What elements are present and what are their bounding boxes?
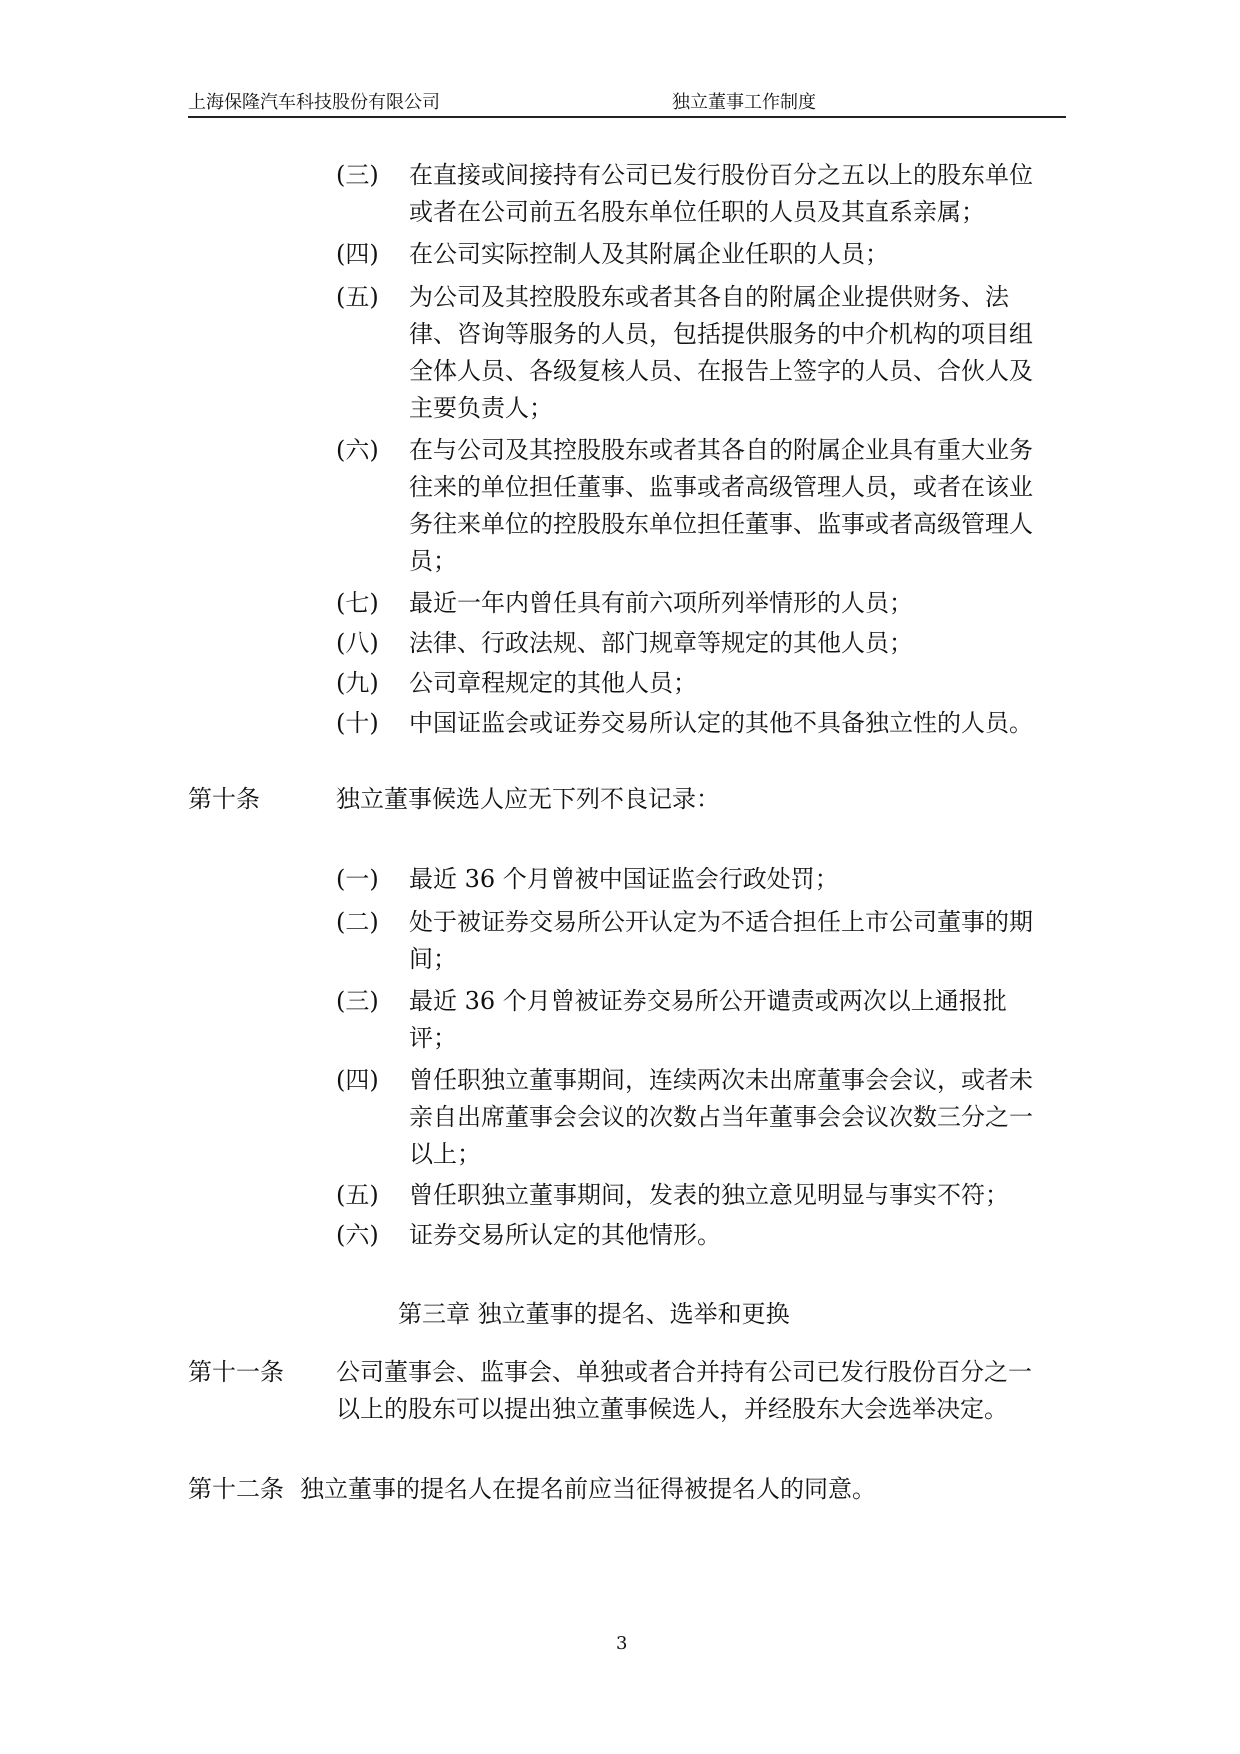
page-number: 3 xyxy=(616,1633,628,1654)
chapter-heading: 第三章 独立董事的提名、选举和更换 xyxy=(398,1300,790,1328)
item-text: 公司章程规定的其他人员； xyxy=(409,669,697,697)
item-text: 处于被证券交易所公开认定为不适合担任上市公司董事的期 xyxy=(409,908,1033,936)
item-text: 最近一年内曾任具有前六项所列举情形的人员； xyxy=(409,589,913,617)
item-number: (四) xyxy=(336,240,379,268)
item-number: (七) xyxy=(336,589,379,617)
article-text: 独立董事候选人应无下列不良记录： xyxy=(336,785,720,813)
item-text: 为公司及其控股股东或者其各自的附属企业提供财务、法 xyxy=(409,283,1009,311)
article-text: 独立董事的提名人在提名前应当征得被提名人的同意。 xyxy=(300,1475,876,1503)
item-text: 在与公司及其控股股东或者其各自的附属企业具有重大业务 xyxy=(409,436,1033,464)
page-header xyxy=(188,86,1066,118)
item-text: 或者在公司前五名股东单位任职的人员及其直系亲属； xyxy=(409,198,985,226)
item-number: (六) xyxy=(336,1221,379,1249)
item-text: 评； xyxy=(409,1024,457,1052)
item-number: (二) xyxy=(336,908,379,936)
item-number: (三) xyxy=(336,161,379,189)
item-text: 最近 36 个月曾被证券交易所公开谴责或两次以上通报批 xyxy=(409,987,1007,1015)
item-text: 曾任职独立董事期间，发表的独立意见明显与事实不符； xyxy=(409,1181,1009,1209)
item-number: (五) xyxy=(336,1181,379,1209)
item-text: 间； xyxy=(409,945,457,973)
article-label: 第十二条 xyxy=(188,1475,284,1503)
item-number: (八) xyxy=(336,629,379,657)
item-text: 最近 36 个月曾被中国证监会行政处罚； xyxy=(409,865,839,893)
header-title: 独立董事工作制度 xyxy=(672,92,816,113)
article-label: 第十一条 xyxy=(188,1358,284,1386)
item-number: (六) xyxy=(336,436,379,464)
item-number: (十) xyxy=(336,709,379,737)
item-text: 律、咨询等服务的人员，包括提供服务的中介机构的项目组 xyxy=(409,320,1033,348)
item-text: 在直接或间接持有公司已发行股份百分之五以上的股东单位 xyxy=(409,161,1033,189)
item-text: 务往来单位的控股股东单位担任董事、监事或者高级管理人 xyxy=(409,510,1033,538)
article-text: 公司董事会、监事会、单独或者合并持有公司已发行股份百分之一 xyxy=(336,1358,1032,1386)
item-number: (九) xyxy=(336,669,379,697)
item-number: (三) xyxy=(336,987,379,1015)
item-number: (四) xyxy=(336,1066,379,1094)
item-text: 员； xyxy=(409,547,457,575)
article-label: 第十条 xyxy=(188,785,260,813)
item-text: 全体人员、各级复核人员、在报告上签字的人员、合伙人及 xyxy=(409,357,1033,385)
item-text: 往来的单位担任董事、监事或者高级管理人员，或者在该业 xyxy=(409,473,1033,501)
item-text: 法律、行政法规、部门规章等规定的其他人员； xyxy=(409,629,913,657)
header-company: 上海保隆汽车科技股份有限公司 xyxy=(188,92,440,113)
item-number: (五) xyxy=(336,283,379,311)
item-text: 证券交易所认定的其他情形。 xyxy=(409,1221,721,1249)
item-text: 在公司实际控制人及其附属企业任职的人员； xyxy=(409,240,889,268)
article-text: 以上的股东可以提出独立董事候选人，并经股东大会选举决定。 xyxy=(336,1395,1008,1423)
item-text: 以上； xyxy=(409,1140,481,1168)
item-text: 曾任职独立董事期间，连续两次未出席董事会会议，或者未 xyxy=(409,1066,1033,1094)
item-text: 主要负责人； xyxy=(409,394,553,422)
item-text: 中国证监会或证券交易所认定的其他不具备独立性的人员。 xyxy=(409,709,1033,737)
item-number: (一) xyxy=(336,865,379,893)
item-text: 亲自出席董事会会议的次数占当年董事会会议次数三分之一 xyxy=(409,1103,1033,1131)
